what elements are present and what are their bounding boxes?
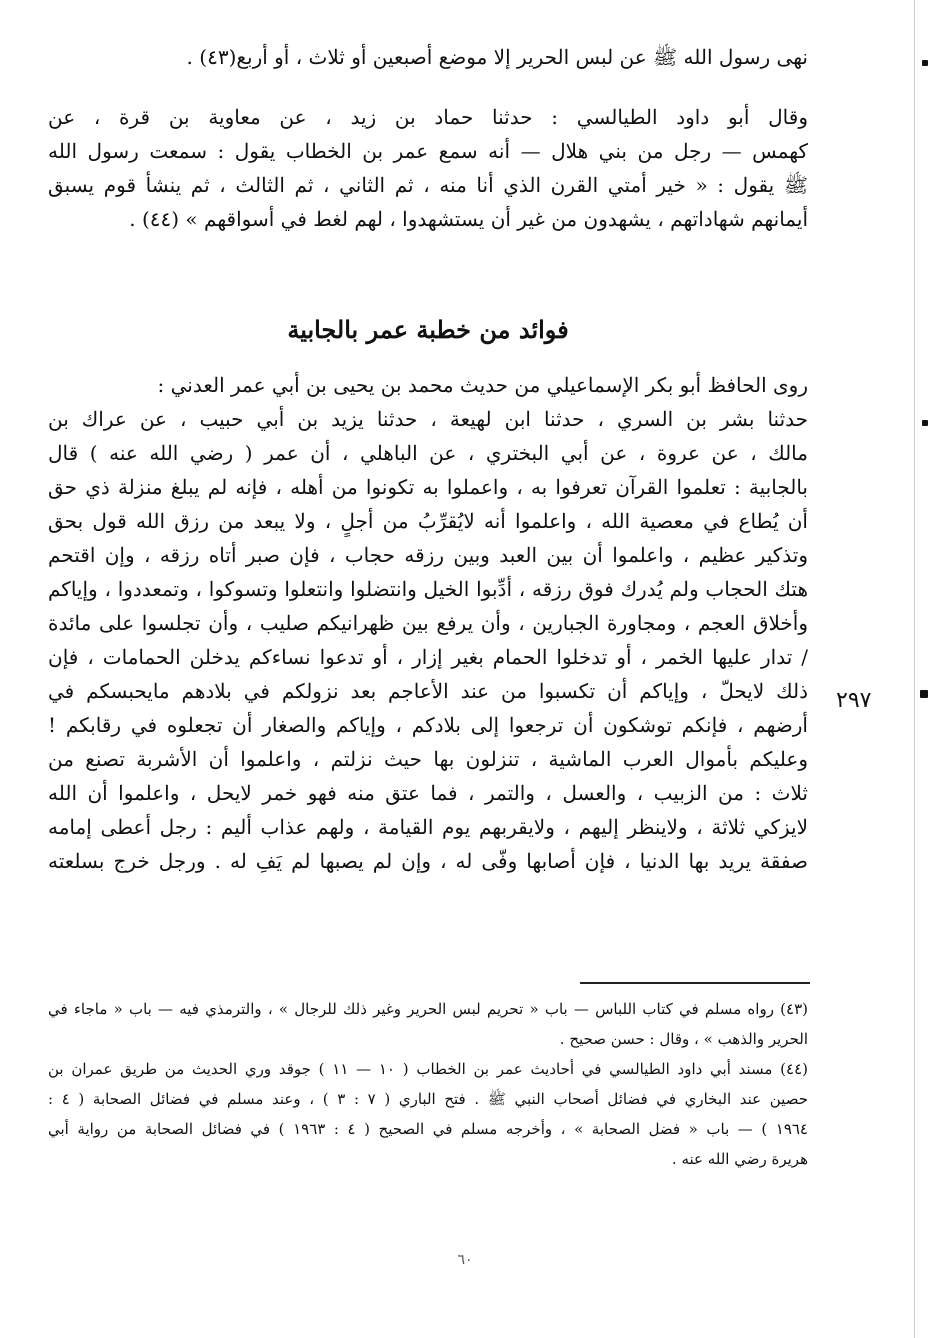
- text-line: وقال أبو داود الطيالسي : حدثنا حماد بن زيد ، عن معاوية بن قرة ، عن: [48, 105, 808, 129]
- margin-page-number: ٢٩٧: [836, 688, 872, 713]
- page-footer-number: ٦٠: [457, 1252, 473, 1268]
- text-line: أرضهم ، فإنكم توشكون أن ترجعوا إلى بلادكم ، وإياكم والصغار أن تجعلوه في رقابكم !: [48, 713, 808, 737]
- text-line: أن يُطاع في معصية الله ، واعلموا أنه لايُقرِّبُ من أجلٍ ، ولا يبعد من رزق الله قول بحق: [48, 509, 808, 533]
- text-line: روى الحافظ أبو بكر الإسماعيلي من حديث محمد بن يحيى بن أبي عمر العدني :: [157, 373, 808, 397]
- intro-paragraph: [48, 100, 808, 236]
- text-line: مالك ، عن عروة ، عن أبي البختري ، عن الباهلي ، أن عمر ( رضي الله عنه ) قال: [48, 441, 808, 465]
- page-spine-shadow: [914, 0, 915, 1338]
- edge-mark: [922, 60, 928, 66]
- text-line: وأخلاق العجم ، ومجاورة الجبارين ، وأن يرفع بين ظهرانيكم صليب ، وأن تجلسوا على مائدة: [48, 611, 808, 635]
- text-line: هتك الحجاب ولم يُدرك فوق رزقه ، أدِّبوا الخيل وانتضلوا وانتعلوا وتسوكوا ، وتمعددوا ، وإياكم: [48, 577, 808, 601]
- edge-mark: [922, 420, 928, 426]
- section-heading: فوائد من خطبة عمر بالجابية: [287, 315, 569, 344]
- footnotes: [48, 994, 808, 1174]
- footnote-line: ١٩٦٤ ) — باب « فضل الصحابة » ، وأخرجه مسلم في الصحيح ( ٤ : ١٩٦٣ ) في فضائل الصحابة من رواية أبي: [48, 1120, 808, 1138]
- main-paragraph: [48, 368, 808, 878]
- intro-continuation: [48, 40, 808, 74]
- text-line: بالجابية : تعلموا القرآن تعرفوا به ، واعملوا به تكونوا من أهله ، فإنه لم يبلغ منزلة ذي حق: [48, 475, 808, 499]
- footnote-line: الحرير والذهب » ، وقال : حسن صحيح .: [559, 1030, 808, 1048]
- text-line: وتذكير عظيم ، واعلموا أن بين العبد وبين رزقه حجاب ، فإن صبر أتاه رزقه ، وإن اقتحم: [48, 543, 808, 567]
- footnote-line: (٤٣) رواه مسلم في كتاب اللباس — باب « تحريم لبس الحرير وغير ذلك للرجال » ، والترمذي فيه — باب « ماجاء في: [48, 1000, 808, 1018]
- footnote-divider: [580, 982, 810, 984]
- text-line: كهمس — رجل من بني هلال — أنه سمع عمر بن الخطاب يقول : سمعت رسول الله: [48, 139, 808, 163]
- text-line: وعليكم بأموال العرب الماشية ، تنزلون بها حيث نزلتم ، واعلموا أن الأشربة تصنع من: [48, 747, 808, 771]
- text-line: لايزكي ثلاثة ، ولاينظر إليهم ، ولايقربهم يوم القيامة ، ولهم عذاب أليم : رجل أعطى إمامه: [48, 815, 808, 839]
- text-line: / تدار عليها الخمر ، أو تدخلوا الحمام بغير إزار ، أو تدعوا نساءكم يدخلن الحمامات ، فإن: [48, 645, 808, 669]
- text-line: نهى رسول الله ﷺ عن لبس الحرير إلا موضع أصبعين أو ثلاث ، أو أربع(٤٣) .: [186, 45, 808, 69]
- text-line: ثلاث : من الزبيب ، والعسل ، والتمر ، فما عتق منه فهو خمر لايحل ، واعلموا أن الله: [48, 781, 808, 805]
- text-line: صفقة يريد بها الدنيا ، فإن أصابها وفّى له ، وإن لم يصبها لم يَفِ له . ورجل خرج بسلعته: [48, 849, 808, 873]
- text-line: ﷺ يقول : « خير أمتي القرن الذي أنا منه ، ثم الثاني ، ثم الثالث ، ثم ينشأ قوم يسبق: [48, 173, 808, 197]
- edge-mark: [920, 690, 928, 698]
- footnote-line: حصين عند البخاري في فضائل أصحاب النبي ﷺ . فتح الباري ( ٧ : ٣ ) ، وعند مسلم في فضائل الصحابة ( ٤ :: [48, 1090, 808, 1108]
- text-line: أيمانهم شهاداتهم ، يشهدون من غير أن يستشهدوا ، لهم لغط في أسواقهم » (٤٤) .: [129, 207, 808, 231]
- text-line: حدثنا بشر بن السري ، حدثنا ابن لهيعة ، حدثنا يزيد بن أبي حبيب ، عن عراك بن: [48, 407, 808, 431]
- text-line: ذلك لايحلّ ، وإياكم أن تكسبوا من عند الأعاجم بعد نزولكم في بلادهم مايحبسكم في: [48, 679, 808, 703]
- footnote-line: هريرة رضي الله عنه .: [671, 1150, 808, 1168]
- footnote-line: (٤٤) مسند أبي داود الطيالسي في أحاديث عمر بن الخطاب ( ١٠ — ١١ ) جوقد وري الحديث من طريق عمران بن: [48, 1060, 808, 1078]
